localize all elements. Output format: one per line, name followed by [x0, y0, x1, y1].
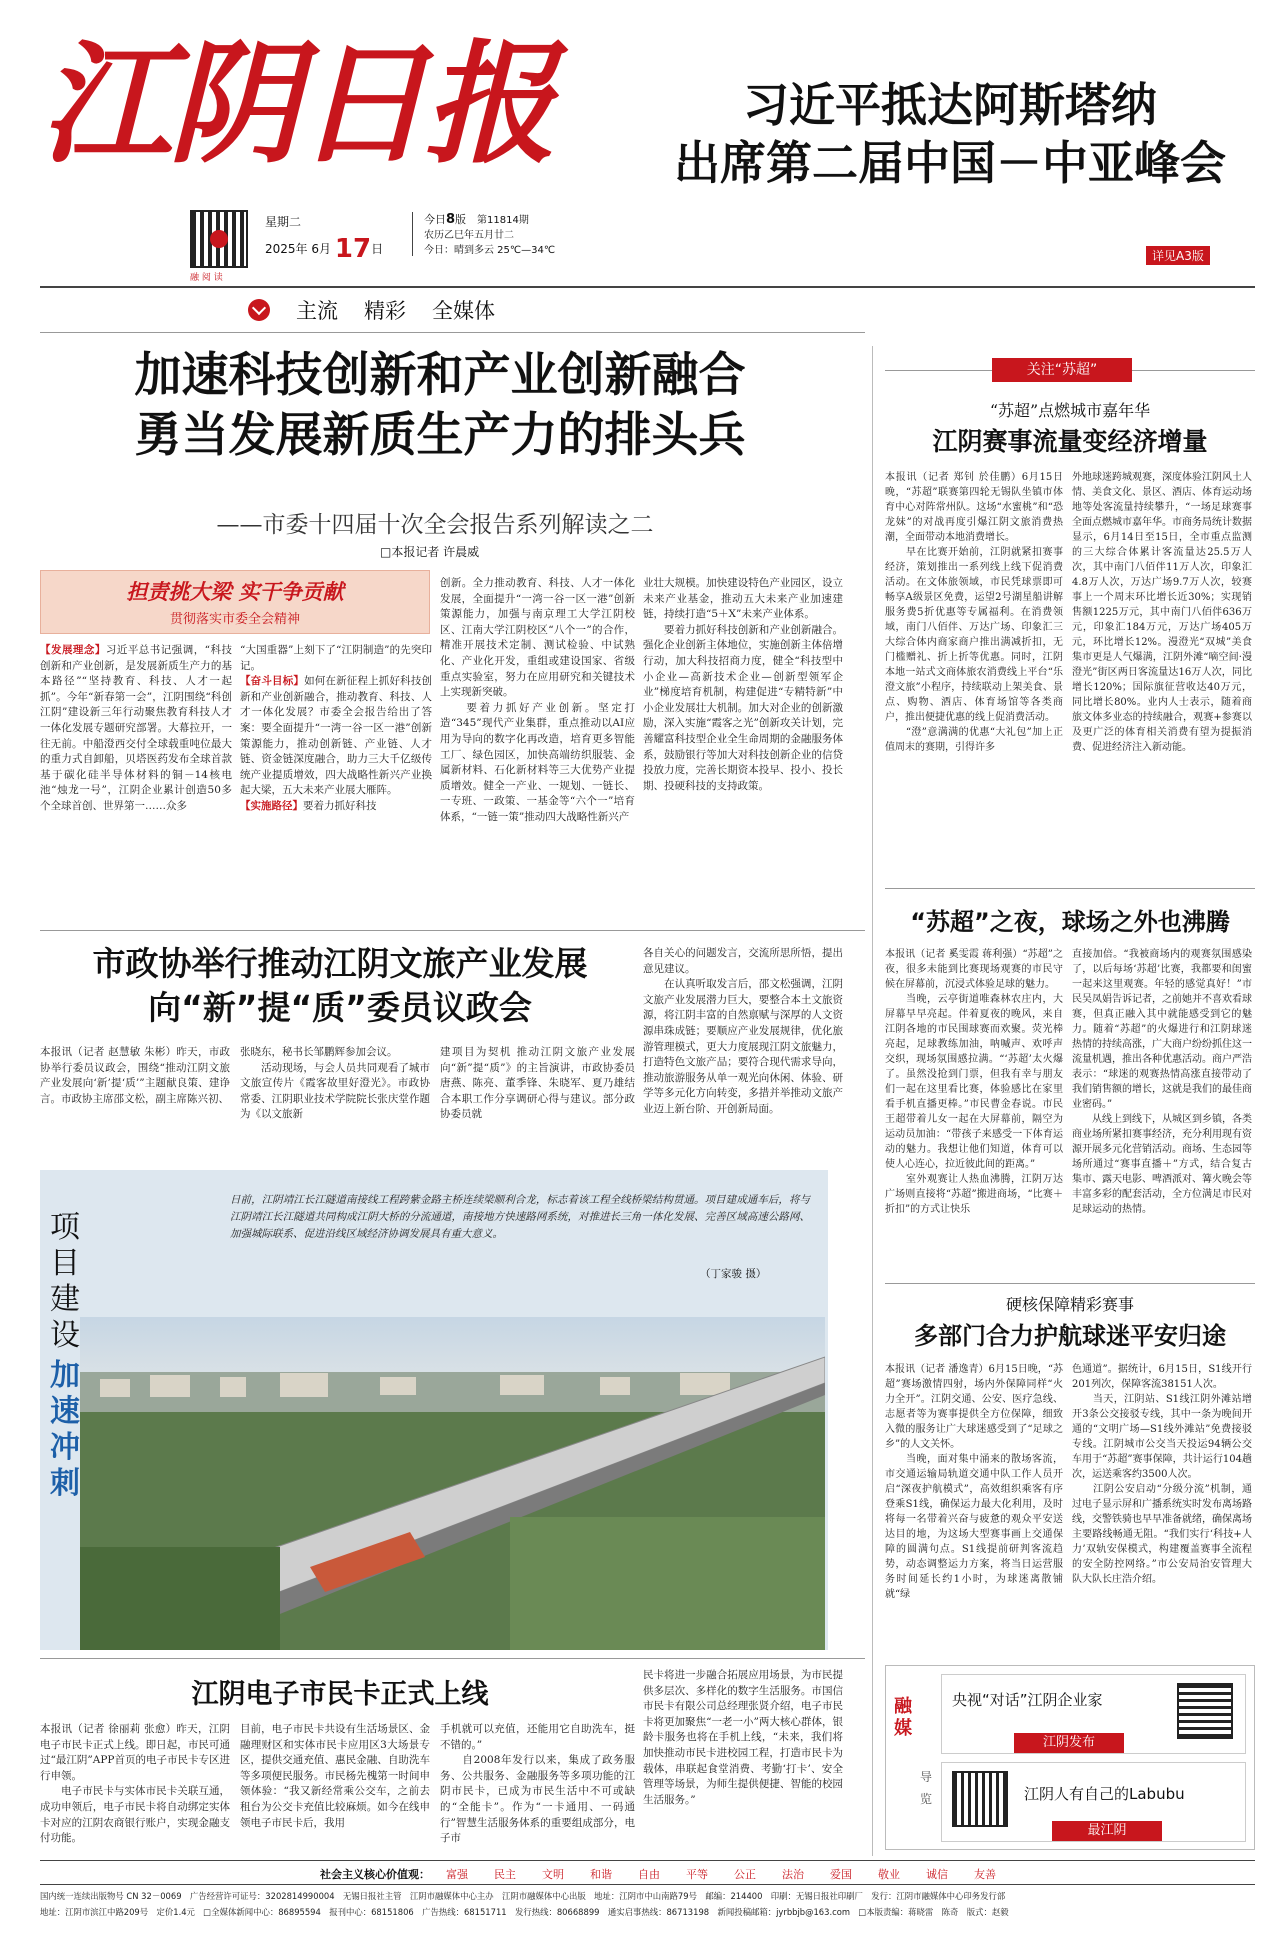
cppcc-col-3: 建项目为契机 推动江阴文旅产业发展向“新”提“质”》的主旨演讲，市政协委员唐燕、陈亮、董季锋、朱晓军、夏乃雄结合本职工作分享调研心得与建议。部分政协委员就 — [440, 1046, 635, 1121]
lead-col-3: 创新。全力推动教育、科技、人才一体化发展，全面提升“一湾一谷一区一港”创新策源能力，加强与南京理工大学江阴校区、江南大学江阴校区“八个一”的合作，精准开展技术定制、测试检验、中试熟化、产业化开发，重组或建设国家、省级重点实验室，努力在应用研究和关键技术上实现新突破。 要着力抓好产业创新。坚定打造“345”现代产业集群，重点推动以AI应用为导向的数字化再改造，培育更多智能工厂、绿色园区，加快高端纺织服装、金属新材料、石化新材料等三大优势产业提质增效。健全一产业、一规划、一链长、一专班、一政策、一基金等“六个一”培育体系，“一链一策”推动四大战略性新兴产 — [440, 577, 635, 823]
suchao-1-col-2: 外地球迷跨城观赛，深度体验江阴风土人情、美食文化、景区、酒店、体育运动场地等处客流量持续攀升，“一场足球赛事全面点燃城市嘉年华。市商务局统计数据显示，6月14日至15日，全市重点监测的三大综合体累计客流量达25.5万人次，其中南门八佰伴11万人次，印象汇4.8万人次，万达广场9.7万人次，较赛事上一个周末环比增长近30%；实现销售额1225万元，其中南门八佰伴636万元，印象汇184万元，万达广场405万元，环比增长12%。漫澄光“双城”美食集市更是人气爆满，江阴外滩“嘀空间·漫澄光”街区两日客流量达16万人次，同比增长120%；国际旗征营收达40万元，同比增长80%。业内人士表示，随着商旅文体多业态的持续融合，观赛+参赛以及更广泛的体育相关消费有望为提振消费、促进经济注入新动能。 — [1072, 472, 1252, 753]
footer-line-2: 地址：江阴市滨江中路209号 定价1.4元 □全媒体新闻中心：86895594 报刊中心：68151806 广告热线：68151711 发行热线：80668899 通实启事热线：86713198 新闻投稿邮箱：jyrbbjb@163.com □本版责编：蒋晓雷 陈奇 版式：赵毅 — [40, 1907, 1009, 1917]
suchao-title-3[interactable]: 多部门合力护航球迷平安归途 — [914, 1322, 1226, 1350]
card-col-2: 目前，电子市民卡共设有生活场景区、金融理财区和实体市民卡应用区3大场景专区，提供交通充值、惠民金融、自助洗车等多项便民服务。市民杨先槐第一时间申领体验：“我又新经常乘公交车，之前去租台为公交卡充值比较麻烦。如今在线申领电子市民卡后，我用 — [240, 1723, 430, 1829]
lead-article-title[interactable]: 加速科技创新和产业创新融合 勇当发展新质生产力的排头兵 — [134, 348, 746, 463]
photo-credit: （丁家骏 摄） — [700, 1268, 767, 1280]
masthead-rule — [40, 286, 1255, 288]
media-item-2[interactable]: 江阴人有自己的Labubu 最江阴 — [941, 1762, 1246, 1842]
card-col-3: 手机就可以充值，还能用它自助洗车，挺不错的。” 自2008年发行以来，集成了政务服务、公共服务、金融服务等多项功能的江阴市民卡，已成为市民生活中不可或缺的“全能卡”。作为“一卡通用、一码通行”智慧生活服务体系的重要组成部分，电子市 — [440, 1723, 635, 1845]
year: 2025 — [265, 242, 296, 256]
top-headline[interactable]: 习近平抵达阿斯塔纳 出席第二届中国－中亚峰会 — [674, 78, 1226, 190]
suchao-kicker-3: 硬核保障精彩赛事 — [1005, 1295, 1134, 1314]
footer-mid-rule — [40, 1884, 1255, 1885]
media-guide — [885, 1665, 1255, 1850]
photo-caption: 日前，江阴靖江长江隧道南接线工程跨紫金路主桥连续梁顺利合龙，标志着该工程全线桥梁结构贯通。项目建成通车后，将与江阴靖江长江隧道共同构成江阴大桥的分流通道，南接地方快速路网系统，对推进长三角一体化发展、完善区域高速公路网、加强城际联系、促进沿线区域经济协调发展具有重大意义。 — [230, 1194, 810, 1240]
masthead — [0, 0, 1280, 283]
lead-col-4: 业壮大规模。加快建设特色产业园区，设立未来产业基金，推动五大未来产业加速建链，持续打造“5＋X”未来产业体系。 要着力抓好科技创新和产业创新融合。强化企业创新主体地位，实施创新主体倍增行动，加大科技招商力度，健全“科技型中小企业—高新技术企业—创新型领军企业”梯度培育机制，构建促进“专精特新”中小企业发展壮大机制。加大对企业的创新激励，深入实施“霞客之光”创新攻关计划，完善耀富科技型企业全生命周期的金融服务体系，鼓励银行等加大对科技创新企业的信贷投放力度，完善长期资本投早、投小、投长期、投硬科技的支持政策。 — [643, 577, 843, 792]
slogan-rule — [40, 332, 865, 333]
lead-banner: 担责挑大梁 实干争贡献 贯彻落实市委全会精神 — [40, 570, 430, 634]
media-qr-2[interactable] — [952, 1771, 1008, 1827]
photo-field-2 — [510, 1517, 825, 1650]
lunar-date: 农历乙巳年五月廿二 — [424, 230, 514, 241]
date-divider — [412, 212, 413, 256]
suchao-2-col-1: 本报讯（记者 奚雯霞 蒋利强）“苏超”之夜，很多未能到比赛现场观赛的市民守候在屏幕前，沉浸式体验足球的魅力。 当晚，云亭街道唯森林农庄内，大屏幕早早亮起。伴着夏夜的晚风，来自江阴各地的市民围球赛而欢聚。荧光棒亮起，足球教练加油，呐喊声、欢呼声交织，现场氛围感拉满。“‘苏超’太火爆了。虽然没抢到门票，但我有幸与朋友们一起在这里看比赛，体验感比在家里看手机直播更棒。”市民曹金春说。市民王超带着儿女一起在大屏幕前，隔空为运动员加油：“带孩子来感受一下体育运动的魅力。我想让他们知道，体育可以使人心连心，拉近彼此间的距离。” 室外观赛让人热血沸腾，江阴万达广场则直接将“苏超”搬进商场，“比赛＋折扣”的方式让快乐 — [885, 949, 1063, 1215]
media-qr-1[interactable] — [1177, 1683, 1233, 1739]
weather: 今日：晴到多云 25℃—34℃ — [424, 245, 556, 256]
day: 17 — [334, 234, 372, 264]
cppcc-col-4: 各自关心的问题发言，交流所思所悟，提出意见建议。 在认真听取发言后，邵文松强调，江阴文旅产业发展潜力巨大，要整合本土文旅资源，将江阴丰富的自然禀赋与深厚的人文资源串珠成链；要顺应产业发展规律，优化旅游管理模式，更大力度展现江阴文旅魅力，打造特色文旅产品；要符合现代需求导向，推动旅游服务从单一观光向休闲、体验、研学等多元化方向转变，多措并举推动文旅产业迈上新台阶、开创新局面。 — [643, 947, 843, 1115]
footer-top-rule — [40, 1860, 1255, 1861]
newspaper-logo: 江阴日报 — [40, 27, 552, 182]
right-section-tag[interactable]: 关注“苏超” — [992, 358, 1132, 382]
lead-col-2: “大国重器”上刻下了“江阴制造”的先突印记。 【奋斗目标】如何在新征程上抓好科技创新和产业创新融合，推动教育、科技、人才一体化发展？市委全会报告给出了答案：要全面提升“一湾一谷一区一港”创新策源能力，推动创新链、产业链、人才链、资金链深度融合，助力三大千亿级传统产业提质增效，四大战略性新兴产业换起大梁，五大未来产业展大雁阵。 【实施路径】要着力抓好科技 — [240, 644, 432, 812]
suchao-1-col-1: 本报讯（记者 郑钊 於佳鹏）6月15日晚，“苏超”联赛第四轮无锡队坐镇市体育中心对阵常州队。这场“水蜜桃”和“恐龙妹”的对战再度引爆江阴文旅消费热潮，全面带动本地消费增长。 早在比赛开始前，江阴就紧扣赛事经济，策划推出一系列线上线下促消费活动。在文体旅领域，市民凭球票即可畅享A级景区免费，运望2号湖星船讲解服务费5折优惠等专属福利。在消费领域，南门八佰伴、万达广场、印象汇三大综合体内商家商户推出满减折扣，无门槛赠礼、折上折等优惠。同时，江阴本地一站式文商体旅农消费线上平台“乐澄文旅”小程序，持续联动上架美食、景点、购物、酒店、体育场馆等各类商户，推出便捷优惠的线上促消费活动。 “澄”意满满的优惠“大礼包”加上正值周末的赛期，引得许多 — [885, 472, 1063, 753]
bridge-photo[interactable] — [80, 1317, 825, 1650]
lead-col-1: 【发展理念】习近平总书记强调，“科技创新和产业创新，是发展新质生产力的基本路径”“坚持教育、科技、人才一起抓”。今年“新春第一会”，江阴围绕“科创江阴”建设新三年行动聚焦教育科技人才一体化发展专题研究部署。大幕拉开，一往无前。中船澄西交付全球载重吨位最大的重力式自卸船，贝塔医药发布全球首款基于碳化硅半导体材料的铜－14核电池“烛龙一号”，江阴企业累计创造50多个全球首创、世界第一……众多 — [40, 644, 232, 812]
slogan: 主流 精彩 全媒体 — [248, 294, 495, 326]
slogan-icon — [248, 299, 270, 321]
cppcc-col-2: 张晓东，秘书长邹鹏辉参加会议。 活动现场，与会人员共同观看了城市文旅宣传片《霞客故里好澄光》。市政协常委、江阴职业技术学院院长张庆堂作题为《以文旅新 — [240, 1046, 430, 1121]
issue-number: 第11814期 — [477, 215, 529, 226]
qr-code[interactable] — [190, 210, 248, 268]
right-rule-2 — [885, 888, 1255, 889]
suchao-3-col-1: 本报讯（记者 潘逸青）6月15日晚，“苏超”赛场激情四射，场内外保障同样“火力全开”。江阴交通、公安、医疗急线、志愿者等为赛事提供全方位保障，细致入微的服务让广大球迷感受到了“足球之乡”的人文关怀。 当晚，面对集中涌来的散场客流，市交通运输局轨道交通中队工作人员开启“深夜护航模式”，高效组织乘客有序登乘S1线，确保运力最大化利用，及时将每一名带着兴奋与疲惫的观众平安送达目的地，为这场大型赛事画上交通保障的圆满句点。S1线提前研判客流趋势，动态调整运力方案，将当日运营服务时间延长约1小时，为球迷离散铺就“绿 — [885, 1364, 1063, 1600]
suchao-title-2[interactable]: “苏超”之夜，球场之外也沸腾 — [910, 908, 1230, 936]
photo-side-title: 项目建设 加速冲刺 — [50, 1210, 80, 1501]
right-column-divider — [872, 346, 873, 1856]
weekday: 星期二 — [265, 215, 302, 229]
lead-subtitle: ——市委十四届十次全会报告系列解读之二 — [216, 512, 654, 538]
card-col-4: 民卡将进一步融合拓展应用场景，为市民提供多层次、多样化的数字生活服务。市国信市民卡有限公司总经理张贤介绍，电子市民卡将更加聚焦“一老一小”两大核心群体，银龄卡服务也将在手机上线，“未来，我们将加快推动市民卡进校园工程，打造市民卡为载体，串联起食堂消费、考勤‘打卡’、安全管理等场景，为师生提供便捷、智能的校园生活服务。” — [643, 1669, 843, 1806]
card-article-title[interactable]: 江阴电子市民卡正式上线 — [191, 1679, 489, 1710]
footer-line-1: 国内统一连续出版物号 CN 32－0069 广告经营许可证号：3202814990004 无锡日报社主管 江阴市融媒体中心主办 江阴市融媒体中心出版 地址：江阴市中山南路79号 邮编：214400 印刷：无锡日报社印刷厂 发行：江阴市融媒体中心印务发行部 — [40, 1891, 1006, 1901]
suchao-3-col-2: 色通道”。据统计，6月15日，S1线开行201列次，保障客流38151人次。 当天，江阴站、S1线江阴外滩站增开3条公交接驳专线，其中一条为晚间开通的“文明广场—S1线外滩站”免费接驳专线。江阴城市公交当天投运94辆公交车用于“苏超”赛事保障，共计运行104趟次，运送乘客约3500人次。 江阴公安启动“分级分流”机制，通过电子显示屏和广播系统实时发布离场路线，交警铁骑也早早准备就绪，确保离场主要路线畅通无阻。“我们实行‘科技+人力’双轨安保模式，构建覆盖赛事全流程的安全防控网络。”市公安局治安管理大队大队长庄浩介绍。 — [1072, 1364, 1252, 1585]
photo-field — [80, 1547, 280, 1650]
issue-block: 今日8版 第11814期 农历乙巳年五月廿二 今日：晴到多云 25℃—34℃ — [424, 212, 556, 256]
cppcc-col-1: 本报讯（记者 赵慧敏 朱彬）昨天，市政协举行委员议政会，围绕“推动江阴文旅产业发展向‘新’提‘质’”主题献良策、建诤言。市政协主席邵文松，副主席陈兴初、 — [40, 1046, 230, 1105]
suchao-kicker-1: “苏超”点燃城市嘉年华 — [989, 401, 1151, 420]
core-values: 社会主义核心价值观： 富强 民主 文明 和谐 自由 平等 公正 法治 爱国 敬业 诚信 友善 — [320, 1868, 996, 1881]
media-item-1[interactable]: 央视“对话”江阴企业家 江阴发布 — [941, 1674, 1246, 1754]
lead-byline: □本报记者 许晨威 — [380, 545, 480, 559]
suchao-title-1[interactable]: 江阴赛事流量变经济增量 — [932, 427, 1208, 456]
media-guide-sub: 导览 — [920, 1770, 933, 1806]
date-block: 星期二 2025年 6月 17日 — [265, 215, 384, 264]
card-col-1: 本报讯（记者 徐丽莉 张愈）昨天，江阴电子市民卡正式上线。即日起，市民可通过“最江阴”APP首页的电子市民卡专区进行申领。 电子市民卡与实体市民卡关联互通，成功申领后，电子市民卡将自动绑定实体卡对应的江阴农商银行账户，实现金融支付功能。 — [40, 1723, 230, 1845]
qr-label: 融 阅 读 — [190, 273, 223, 283]
right-rule-3 — [885, 1283, 1255, 1284]
photo-bottom-rule — [40, 1658, 865, 1659]
top-headline-ref[interactable]: 详见A3版 — [1146, 246, 1210, 265]
suchao-2-col-2: 直接加倍。“我被商场内的观赛氛围感染了，以后每场‘苏超’比赛，我都要和闺蜜一起来这里观赛。年轻的感觉真好！”市民吴凤娟告诉记者，之前她并不喜欢看球赛，但真正融入其中就能感受到它的魅力。随着“苏超”的火爆进行和江阴球迷热情的持续高涨，广大商户纷纷抓住这一流量机遇，推出各种优惠活动。商户严浩表示：“球迷的观赛热情高涨直接带动了我们销售额的增长，这就是我们的最佳商业密码。” 从线上到线下，从城区到乡镇，各类商业场所紧扣赛事经济，充分利用现有资源开展多元化营销活动。商场、生态园等场所通过“赛事直播＋”方式，结合复古集市、露天电影、啤酒派对、篝火晚会等丰富多彩的配套活动，全方位满足市民对足球运动的热情。 — [1072, 949, 1252, 1215]
media-guide-label: 融媒 — [894, 1696, 912, 1739]
cppcc-article-title[interactable]: 市政协举行推动江阴文旅产业发展 向“新”提“质”委员议政会 — [92, 944, 588, 1027]
lead-bottom-rule — [40, 930, 865, 931]
month: 6 — [311, 242, 320, 256]
